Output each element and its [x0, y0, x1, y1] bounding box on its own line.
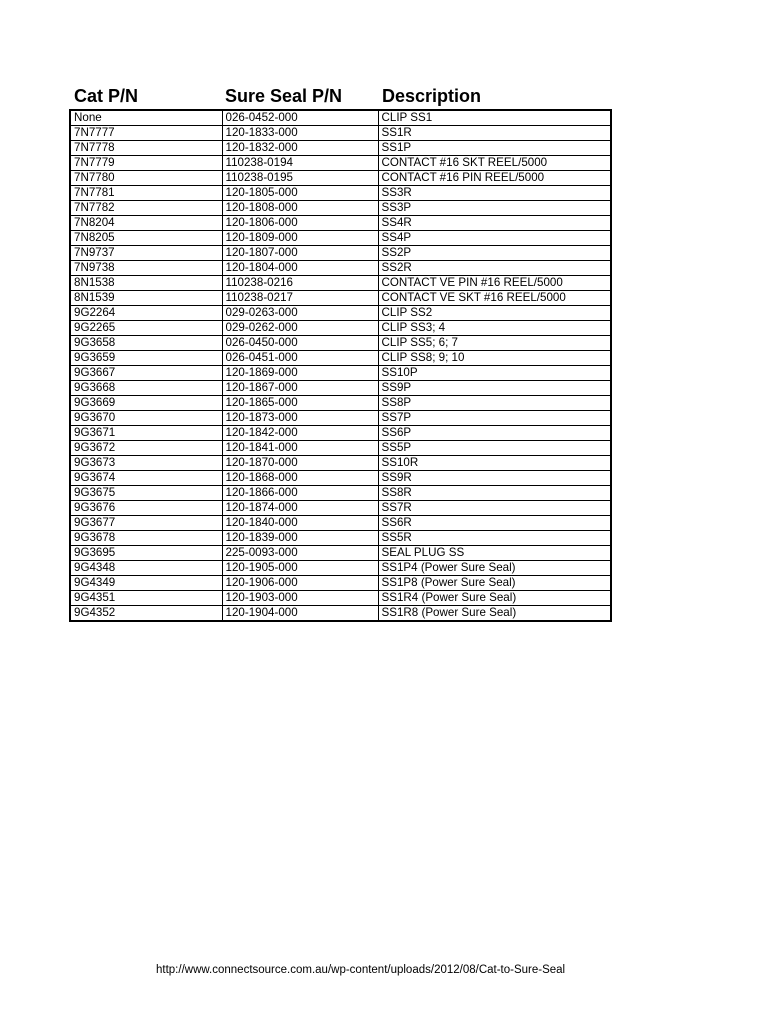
- cat-pn-cell: 7N7781: [70, 186, 222, 201]
- description-cell: SS6P: [378, 426, 611, 441]
- sure-seal-pn-cell: 120-1873-000: [222, 411, 378, 426]
- sure-seal-pn-cell: 120-1806-000: [222, 216, 378, 231]
- table-row: [70, 426, 611, 441]
- cat-pn-cell: 7N7778: [70, 141, 222, 156]
- table-row: [70, 381, 611, 396]
- description-cell: SS3P: [378, 201, 611, 216]
- sure-seal-pn-cell: 120-1840-000: [222, 516, 378, 531]
- description-cell: SS3R: [378, 186, 611, 201]
- column-headers: [0, 86, 768, 110]
- description-cell: CLIP SS8; 9; 10: [378, 351, 611, 366]
- table-row: [70, 291, 611, 306]
- description-cell: SEAL PLUG SS: [378, 546, 611, 561]
- description-cell: SS9R: [378, 471, 611, 486]
- sure-seal-pn-cell: 120-1874-000: [222, 501, 378, 516]
- sure-seal-pn-cell: 120-1832-000: [222, 141, 378, 156]
- description-cell: SS6R: [378, 516, 611, 531]
- table-row: [70, 546, 611, 561]
- cat-pn-cell: 9G3670: [70, 411, 222, 426]
- description-cell: SS1P8 (Power Sure Seal): [378, 576, 611, 591]
- table-row: [70, 246, 611, 261]
- table-row: [70, 276, 611, 291]
- description-cell: SS1R: [378, 126, 611, 141]
- cat-pn-cell: 9G4349: [70, 576, 222, 591]
- cat-pn-cell: 9G4348: [70, 561, 222, 576]
- table-row: [70, 231, 611, 246]
- table-row: [70, 501, 611, 516]
- description-cell: SS2P: [378, 246, 611, 261]
- sure-seal-pn-cell: 120-1804-000: [222, 261, 378, 276]
- table-row: [70, 396, 611, 411]
- header-cat-pn: Cat P/N: [74, 86, 139, 106]
- description-cell: SS7P: [378, 411, 611, 426]
- cat-pn-cell: 7N9737: [70, 246, 222, 261]
- description-cell: SS2R: [378, 261, 611, 276]
- table-row: [70, 216, 611, 231]
- table-row: [70, 606, 611, 622]
- cat-pn-cell: 7N9738: [70, 261, 222, 276]
- description-cell: SS9P: [378, 381, 611, 396]
- sure-seal-pn-cell: 120-1842-000: [222, 426, 378, 441]
- table-row: [70, 561, 611, 576]
- description-cell: CONTACT VE PIN #16 REEL/5000: [378, 276, 611, 291]
- sure-seal-pn-cell: 120-1866-000: [222, 486, 378, 501]
- sure-seal-pn-cell: 029-0262-000: [222, 321, 378, 336]
- sure-seal-pn-cell: 110238-0195: [222, 171, 378, 186]
- table-row: [70, 336, 611, 351]
- cat-pn-cell: 9G2265: [70, 321, 222, 336]
- description-cell: SS4R: [378, 216, 611, 231]
- sure-seal-pn-cell: 026-0452-000: [222, 110, 378, 126]
- description-cell: CLIP SS5; 6; 7: [378, 336, 611, 351]
- table-row: [70, 471, 611, 486]
- cat-pn-cell: 9G4351: [70, 591, 222, 606]
- cat-pn-cell: 9G2264: [70, 306, 222, 321]
- sure-seal-pn-cell: 120-1809-000: [222, 231, 378, 246]
- source-url: http://www.connectsource.com.au/wp-content/uploads/2012/08/Cat-to-Sure-Seal: [156, 964, 566, 976]
- description-cell: SS1R8 (Power Sure Seal): [378, 606, 611, 622]
- cat-pn-cell: 7N7777: [70, 126, 222, 141]
- table-row: [70, 126, 611, 141]
- cat-pn-cell: 9G3668: [70, 381, 222, 396]
- table-row: [70, 531, 611, 546]
- cat-pn-cell: 9G3675: [70, 486, 222, 501]
- sure-seal-pn-cell: 029-0263-000: [222, 306, 378, 321]
- cat-pn-cell: 7N8205: [70, 231, 222, 246]
- sure-seal-pn-cell: 120-1903-000: [222, 591, 378, 606]
- cat-pn-cell: 7N7780: [70, 171, 222, 186]
- description-cell: CONTACT #16 SKT REEL/5000: [378, 156, 611, 171]
- description-cell: SS1P4 (Power Sure Seal): [378, 561, 611, 576]
- cat-pn-cell: 8N1538: [70, 276, 222, 291]
- sure-seal-pn-cell: 120-1869-000: [222, 366, 378, 381]
- header-description: Description: [382, 86, 482, 106]
- sure-seal-pn-cell: 120-1839-000: [222, 531, 378, 546]
- sure-seal-pn-cell: 120-1870-000: [222, 456, 378, 471]
- table-row: [70, 486, 611, 501]
- table-row: [70, 366, 611, 381]
- cat-pn-cell: 7N7782: [70, 201, 222, 216]
- cat-pn-cell: 9G3676: [70, 501, 222, 516]
- cat-pn-cell: 9G3673: [70, 456, 222, 471]
- description-cell: SS5R: [378, 531, 611, 546]
- cat-pn-cell: 9G3667: [70, 366, 222, 381]
- cat-pn-cell: 9G3658: [70, 336, 222, 351]
- description-cell: SS5P: [378, 441, 611, 456]
- table-row: [70, 441, 611, 456]
- cat-pn-cell: 7N8204: [70, 216, 222, 231]
- sure-seal-pn-cell: 120-1807-000: [222, 246, 378, 261]
- sure-seal-pn-cell: 110238-0217: [222, 291, 378, 306]
- sure-seal-pn-cell: 120-1868-000: [222, 471, 378, 486]
- table-row: [70, 110, 611, 126]
- cat-pn-cell: 9G3671: [70, 426, 222, 441]
- table-row: [70, 201, 611, 216]
- cat-pn-cell: 7N7779: [70, 156, 222, 171]
- table-row: [70, 591, 611, 606]
- description-cell: CLIP SS1: [378, 110, 611, 126]
- sure-seal-pn-cell: 120-1867-000: [222, 381, 378, 396]
- cat-pn-cell: 9G3659: [70, 351, 222, 366]
- cat-pn-cell: 9G3678: [70, 531, 222, 546]
- sure-seal-pn-cell: 110238-0194: [222, 156, 378, 171]
- description-cell: CONTACT VE SKT #16 REEL/5000: [378, 291, 611, 306]
- table-body: [70, 110, 611, 621]
- cat-pn-cell: 9G3677: [70, 516, 222, 531]
- description-cell: SS1P: [378, 141, 611, 156]
- description-cell: SS1R4 (Power Sure Seal): [378, 591, 611, 606]
- sure-seal-pn-cell: 120-1808-000: [222, 201, 378, 216]
- table-row: [70, 141, 611, 156]
- description-cell: SS10R: [378, 456, 611, 471]
- sure-seal-pn-cell: 225-0093-000: [222, 546, 378, 561]
- parts-cross-reference-table: [69, 109, 612, 622]
- sure-seal-pn-cell: 120-1833-000: [222, 126, 378, 141]
- description-cell: SS10P: [378, 366, 611, 381]
- sure-seal-pn-cell: 110238-0216: [222, 276, 378, 291]
- description-cell: SS7R: [378, 501, 611, 516]
- sure-seal-pn-cell: 120-1841-000: [222, 441, 378, 456]
- table-row: [70, 516, 611, 531]
- cat-pn-cell: 9G3674: [70, 471, 222, 486]
- table-row: [70, 261, 611, 276]
- table-row: [70, 171, 611, 186]
- table-row: [70, 306, 611, 321]
- description-cell: CLIP SS3; 4: [378, 321, 611, 336]
- cat-pn-cell: 9G3672: [70, 441, 222, 456]
- table-row: [70, 411, 611, 426]
- cat-pn-cell: 8N1539: [70, 291, 222, 306]
- table-row: [70, 156, 611, 171]
- table-row: [70, 321, 611, 336]
- cat-pn-cell: 9G3669: [70, 396, 222, 411]
- table-row: [70, 186, 611, 201]
- description-cell: SS8R: [378, 486, 611, 501]
- sure-seal-pn-cell: 026-0450-000: [222, 336, 378, 351]
- description-cell: SS4P: [378, 231, 611, 246]
- cat-pn-cell: 9G3695: [70, 546, 222, 561]
- sure-seal-pn-cell: 120-1905-000: [222, 561, 378, 576]
- cat-pn-cell: None: [70, 110, 222, 126]
- header-sure-seal-pn: Sure Seal P/N: [225, 86, 343, 106]
- table-row: [70, 351, 611, 366]
- cat-pn-cell: 9G4352: [70, 606, 222, 622]
- sure-seal-pn-cell: 026-0451-000: [222, 351, 378, 366]
- description-cell: CONTACT #16 PIN REEL/5000: [378, 171, 611, 186]
- description-cell: CLIP SS2: [378, 306, 611, 321]
- table-row: [70, 576, 611, 591]
- sure-seal-pn-cell: 120-1805-000: [222, 186, 378, 201]
- table-row: [70, 456, 611, 471]
- description-cell: SS8P: [378, 396, 611, 411]
- sure-seal-pn-cell: 120-1906-000: [222, 576, 378, 591]
- sure-seal-pn-cell: 120-1865-000: [222, 396, 378, 411]
- sure-seal-pn-cell: 120-1904-000: [222, 606, 378, 622]
